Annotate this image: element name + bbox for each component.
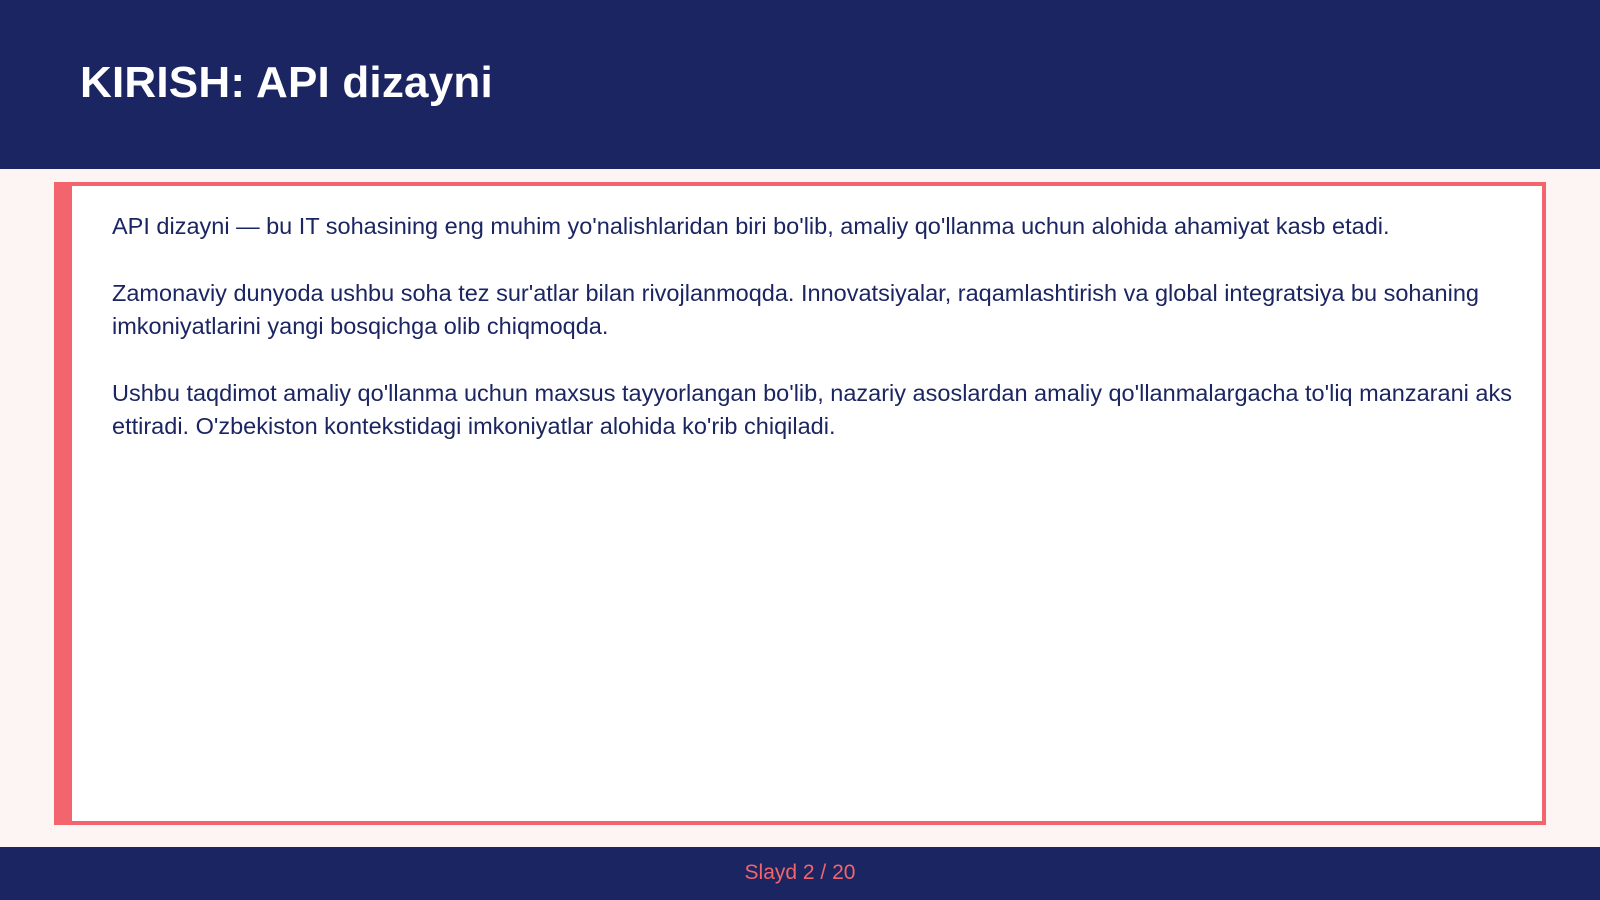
content-text <box>112 210 1512 477</box>
footer-bar <box>0 847 1600 900</box>
paragraph-1: API dizayni — bu IT sohasining eng muhim yo'nalishlaridan biri bo'lib, amaliy qo'llanma uchun alohida ahamiyat kasb etadi. <box>112 213 1390 239</box>
paragraph-3: Ushbu taqdimot amaliy qo'llanma uchun maxsus tayyorlangan bo'lib, nazariy asoslardan amaliy qo'llanmalargacha to'liq manzarani aks ettiradi. O'zbekiston kontekstidagi imkoniyatlar alohida ko'rib chiqiladi. <box>112 380 1512 439</box>
content-panel <box>54 182 1546 825</box>
slide-title: KIRISH: API dizayni <box>80 58 493 107</box>
slide-number: Slayd 2 / 20 <box>744 861 856 884</box>
header-bar <box>0 0 1600 169</box>
paragraph-2: Zamonaviy dunyoda ushbu soha tez sur'atlar bilan rivojlanmoqda. Innovatsiyalar, raqamlashtirish va global integratsiya bu sohaning imkoniyatlarini yangi bosqichga olib chiqmoqda. <box>112 280 1479 339</box>
